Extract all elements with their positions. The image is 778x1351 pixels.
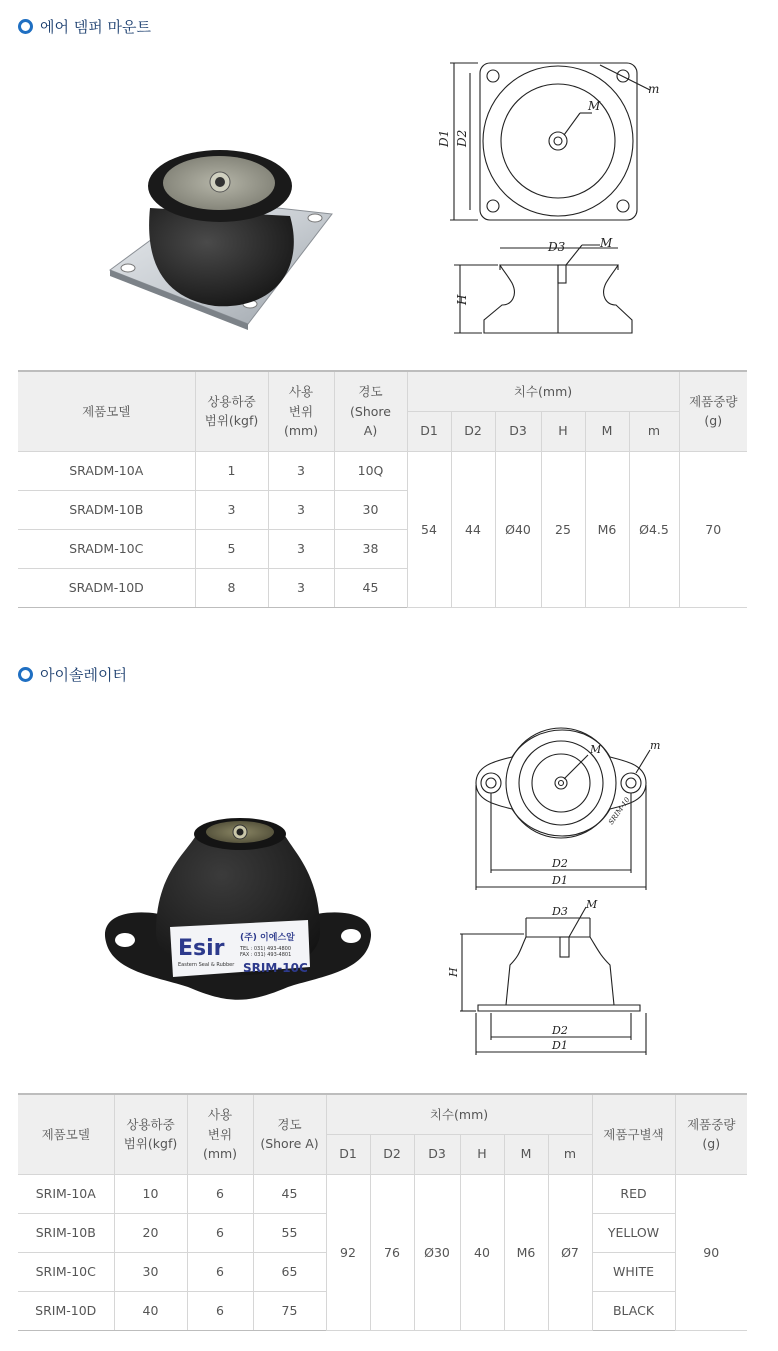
cell-color: WHITE: [592, 1252, 675, 1291]
label-d3: D3: [552, 905, 568, 918]
label-m-top: M: [600, 236, 613, 250]
cell-weight: 70: [679, 451, 747, 607]
header-h: H: [460, 1134, 504, 1174]
cell-load: 20: [114, 1213, 187, 1252]
cell-d3: Ø40: [495, 451, 541, 607]
label-m-small: m: [648, 82, 660, 96]
header-d3: D3: [414, 1134, 460, 1174]
cell-model: SRADM-10A: [18, 451, 195, 490]
cell-d1: 54: [407, 451, 451, 607]
label-h: H: [447, 967, 460, 977]
header-d2: D2: [451, 411, 495, 451]
isolator-spec-table: [18, 1093, 747, 1331]
cell-d2: 44: [451, 451, 495, 607]
table-row: [18, 1174, 747, 1213]
label-d1-side: D1: [552, 1039, 568, 1052]
header-hardness: 경도 (Shore A): [334, 371, 407, 451]
cell-d3: Ø30: [414, 1174, 460, 1330]
cell-disp: 6: [187, 1213, 253, 1252]
header-d2: D2: [370, 1134, 414, 1174]
label-d1: D1: [437, 129, 451, 147]
header-d1: D1: [407, 411, 451, 451]
cell-m-big: M6: [585, 451, 629, 607]
header-displacement: 사용 변위 (mm): [187, 1094, 253, 1174]
cell-weight: 90: [675, 1174, 747, 1330]
cell-model: SRIM-10C: [18, 1252, 114, 1291]
cell-model: SRADM-10B: [18, 490, 195, 529]
header-model: 제품모델: [18, 371, 195, 451]
cell-hard: 38: [334, 529, 407, 568]
cell-disp: 3: [268, 529, 334, 568]
cell-d2: 76: [370, 1174, 414, 1330]
label-m-big: M: [588, 99, 601, 113]
cell-hard: 55: [253, 1213, 326, 1252]
table-row: [18, 451, 747, 490]
label-d2-side: D2: [552, 1024, 568, 1037]
label-m-small: m: [650, 739, 661, 752]
label-m-big: M: [590, 743, 602, 756]
cell-hard: 30: [334, 490, 407, 529]
cell-disp: 6: [187, 1291, 253, 1330]
header-h: H: [541, 411, 585, 451]
cell-m-small: Ø4.5: [629, 451, 679, 607]
cell-color: RED: [592, 1174, 675, 1213]
cell-m-big: M6: [504, 1174, 548, 1330]
cell-d1: 92: [326, 1174, 370, 1330]
cell-hard: 65: [253, 1252, 326, 1291]
cell-model: SRIM-10D: [18, 1291, 114, 1330]
cell-hard: 45: [253, 1174, 326, 1213]
circle-bullet-icon: [18, 19, 33, 34]
air-damper-spec-table: [18, 370, 747, 608]
isolator-photo: [98, 812, 378, 1012]
header-d1: D1: [326, 1134, 370, 1174]
cell-load: 40: [114, 1291, 187, 1330]
section-title-isolator: [18, 664, 127, 685]
label-d1: D1: [552, 874, 568, 887]
header-dimensions: 치수(mm): [407, 371, 679, 411]
header-m-big: M: [585, 411, 629, 451]
header-load: 상용하중 범위(kgf): [114, 1094, 187, 1174]
header-weight: 제품중량 (g): [675, 1094, 747, 1174]
cell-disp: 6: [187, 1174, 253, 1213]
label-tagline: Eastern Seal & Rubber: [178, 962, 235, 968]
header-hardness: 경도 (Shore A): [253, 1094, 326, 1174]
section-title-text: 아이솔레이터: [40, 666, 127, 684]
label-d2: D2: [455, 129, 469, 147]
cell-load: 1: [195, 451, 268, 490]
isolator-drawing: [440, 715, 690, 1060]
air-damper-drawing: [437, 55, 670, 355]
header-d3: D3: [495, 411, 541, 451]
cell-disp: 3: [268, 490, 334, 529]
cell-m-small: Ø7: [548, 1174, 592, 1330]
cell-h: 25: [541, 451, 585, 607]
cell-h: 40: [460, 1174, 504, 1330]
header-weight: 제품중량 (g): [679, 371, 747, 451]
label-h: H: [455, 294, 469, 305]
cell-model: SRIM-10B: [18, 1213, 114, 1252]
section-title-text: 에어 뎀퍼 마운트: [40, 18, 151, 36]
header-load: 상용하중 범위(kgf): [195, 371, 268, 451]
cell-disp: 3: [268, 451, 334, 490]
cell-disp: 6: [187, 1252, 253, 1291]
header-m-small: m: [548, 1134, 592, 1174]
cell-model: SRADM-10C: [18, 529, 195, 568]
label-tel: TEL : 031) 493-4800: [240, 946, 292, 952]
air-damper-photo: [100, 138, 345, 328]
header-model: 제품모델: [18, 1094, 114, 1174]
cell-hard: 45: [334, 568, 407, 607]
cell-hard: 75: [253, 1291, 326, 1330]
header-displacement: 사용 변위 (mm): [268, 371, 334, 451]
cell-color: BLACK: [592, 1291, 675, 1330]
label-fax: FAX : 031) 493-4801: [240, 952, 292, 958]
cell-color: YELLOW: [592, 1213, 675, 1252]
label-mark: SRIM-10: [607, 795, 632, 827]
section-title-air-damper: [18, 16, 151, 37]
label-m-top: M: [586, 898, 598, 911]
cell-model: SRADM-10D: [18, 568, 195, 607]
label-company: (주) 이에스알: [240, 933, 295, 943]
header-m-small: m: [629, 411, 679, 451]
header-dimensions: 치수(mm): [326, 1094, 592, 1134]
label-d2: D2: [552, 857, 568, 870]
label-model: SRIM-10C: [243, 961, 308, 975]
cell-model: SRIM-10A: [18, 1174, 114, 1213]
cell-load: 8: [195, 568, 268, 607]
label-d3: D3: [548, 240, 566, 254]
header-m-big: M: [504, 1134, 548, 1174]
cell-load: 5: [195, 529, 268, 568]
header-color: 제품구별색: [592, 1094, 675, 1174]
cell-load: 30: [114, 1252, 187, 1291]
cell-load: 10: [114, 1174, 187, 1213]
label-logo: Esir: [178, 936, 225, 961]
cell-load: 3: [195, 490, 268, 529]
circle-bullet-icon: [18, 667, 33, 682]
cell-disp: 3: [268, 568, 334, 607]
cell-hard: 10Q: [334, 451, 407, 490]
